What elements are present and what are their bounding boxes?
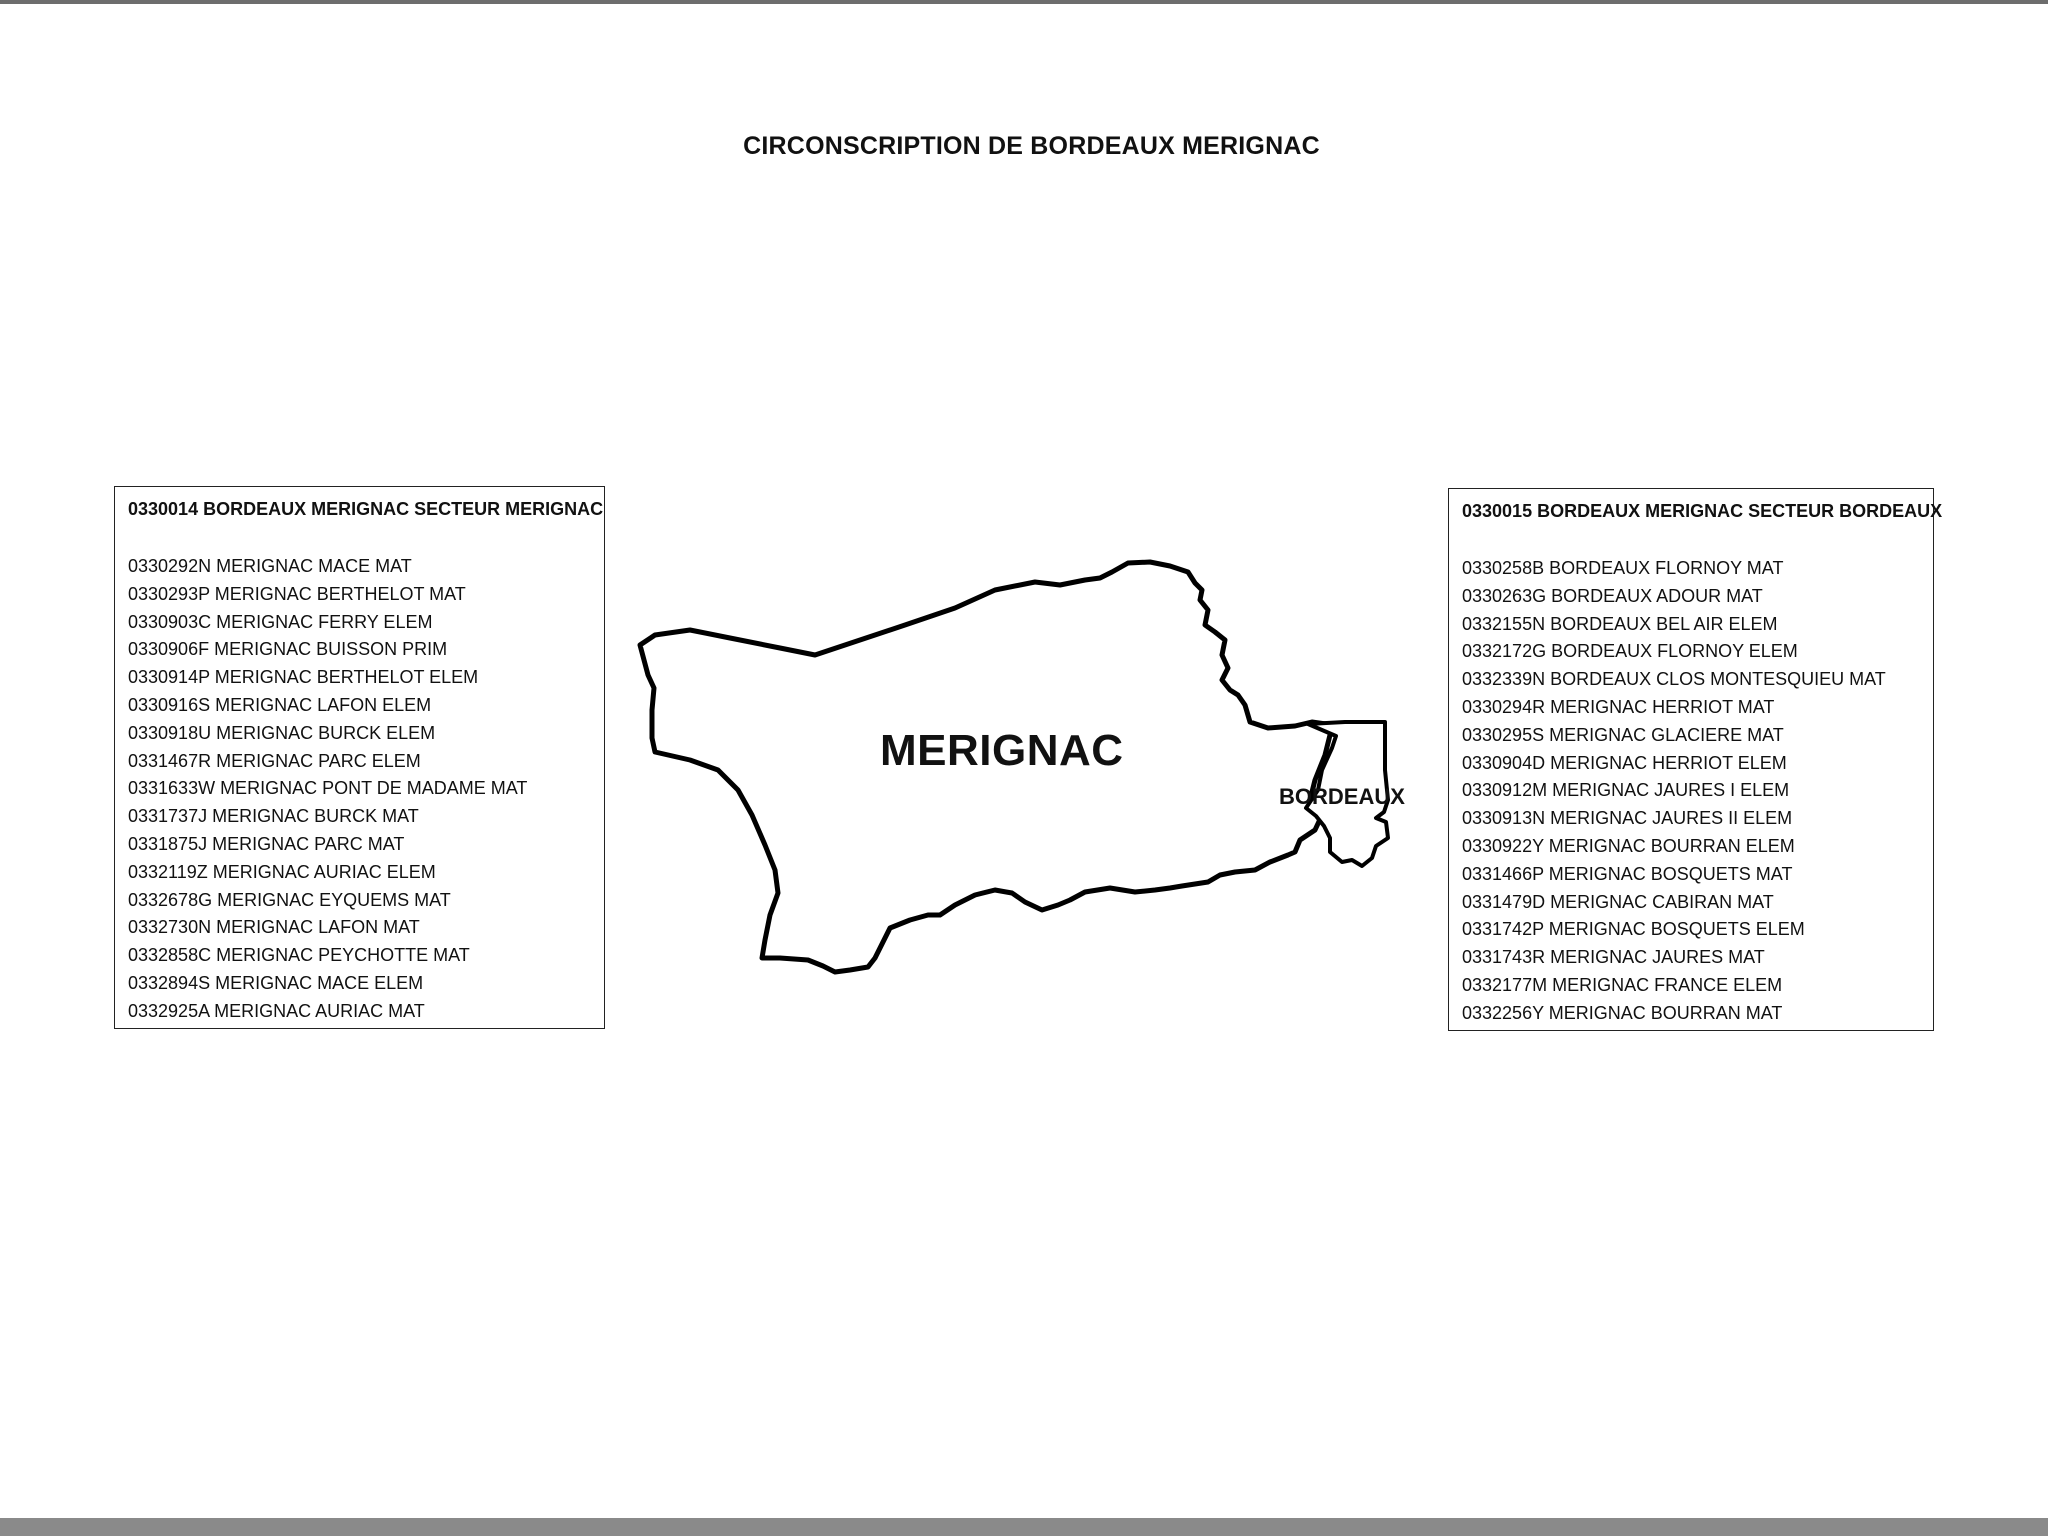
list-item: 0331742P MERIGNAC BOSQUETS ELEM [1462,919,1805,940]
list-item: 0331479D MERIGNAC CABIRAN MAT [1462,891,1774,912]
merignac-sector-box [114,486,605,1029]
list-item: 0330912M MERIGNAC JAURES I ELEM [1462,780,1790,801]
bordeaux-map-label: BORDEAUX [1279,784,1405,809]
list-item: 0330916S MERIGNAC LAFON ELEM [128,694,432,715]
list-item: 0331875J MERIGNAC PARC MAT [128,833,405,854]
list-item: 0331467R MERIGNAC PARC ELEM [128,750,421,771]
list-item: 0331466P MERIGNAC BOSQUETS MAT [1462,863,1793,884]
list-item: 0332858C MERIGNAC PEYCHOTTE MAT [128,945,470,966]
list-item: 0332339N BORDEAUX CLOS MONTESQUIEU MAT [1462,669,1886,690]
bordeaux-sector-box [1448,488,1943,1031]
bordeaux-sector-header: 0330015 BORDEAUX MERIGNAC SECTEUR BORDEAUX [1462,501,1943,521]
list-item: 0330295S MERIGNAC GLACIERE MAT [1462,724,1784,745]
list-item: 0332678G MERIGNAC EYQUEMS MAT [128,889,451,910]
list-item: 0331633W MERIGNAC PONT DE MADAME MAT [128,778,528,799]
list-item: 0330258B BORDEAUX FLORNOY MAT [1462,558,1784,578]
list-item: 0330293P MERIGNAC BERTHELOT MAT [128,583,466,604]
list-item: 0330918U MERIGNAC BURCK ELEM [128,722,436,743]
page-title: CIRCONSCRIPTION DE BORDEAUX MERIGNAC [743,132,1320,160]
bordeaux-school-list [1462,555,1933,1028]
merignac-map-label: MERIGNAC [880,726,1124,775]
list-item: 0330906F MERIGNAC BUISSON PRIM [128,639,448,660]
list-item: 0330913N MERIGNAC JAURES II ELEM [1462,808,1793,829]
list-item: 0332177M MERIGNAC FRANCE ELEM [1462,974,1783,995]
list-item: 0331737J MERIGNAC BURCK MAT [128,806,419,827]
list-item: 0332894S MERIGNAC MACE ELEM [128,972,424,993]
bottom-border [0,1518,2048,1536]
list-item: 0330904D MERIGNAC HERRIOT ELEM [1462,752,1787,773]
list-item: 0331743R MERIGNAC JAURES MAT [1462,947,1765,968]
list-item: 0332172G BORDEAUX FLORNOY ELEM [1462,641,1798,662]
list-item: 0330914P MERIGNAC BERTHELOT ELEM [128,667,479,688]
merignac-school-list [128,553,604,1026]
merignac-sector-header: 0330014 BORDEAUX MERIGNAC SECTEUR MERIGNAC [128,499,604,519]
list-item: 0332925A MERIGNAC AURIAC MAT [128,1000,425,1021]
list-item: 0332119Z MERIGNAC AURIAC ELEM [128,861,436,882]
list-item: 0332256Y MERIGNAC BOURRAN MAT [1462,1002,1783,1023]
list-item: 0332730N MERIGNAC LAFON MAT [128,917,420,938]
list-item: 0330922Y MERIGNAC BOURRAN ELEM [1462,835,1795,856]
list-item: 0330292N MERIGNAC MACE MAT [128,556,412,576]
list-item: 0332155N BORDEAUX BEL AIR ELEM [1462,613,1778,634]
top-border [0,0,2048,4]
list-item: 0330294R MERIGNAC HERRIOT MAT [1462,696,1775,717]
list-item: 0330903C MERIGNAC FERRY ELEM [128,611,433,632]
list-item: 0330263G BORDEAUX ADOUR MAT [1462,585,1763,606]
